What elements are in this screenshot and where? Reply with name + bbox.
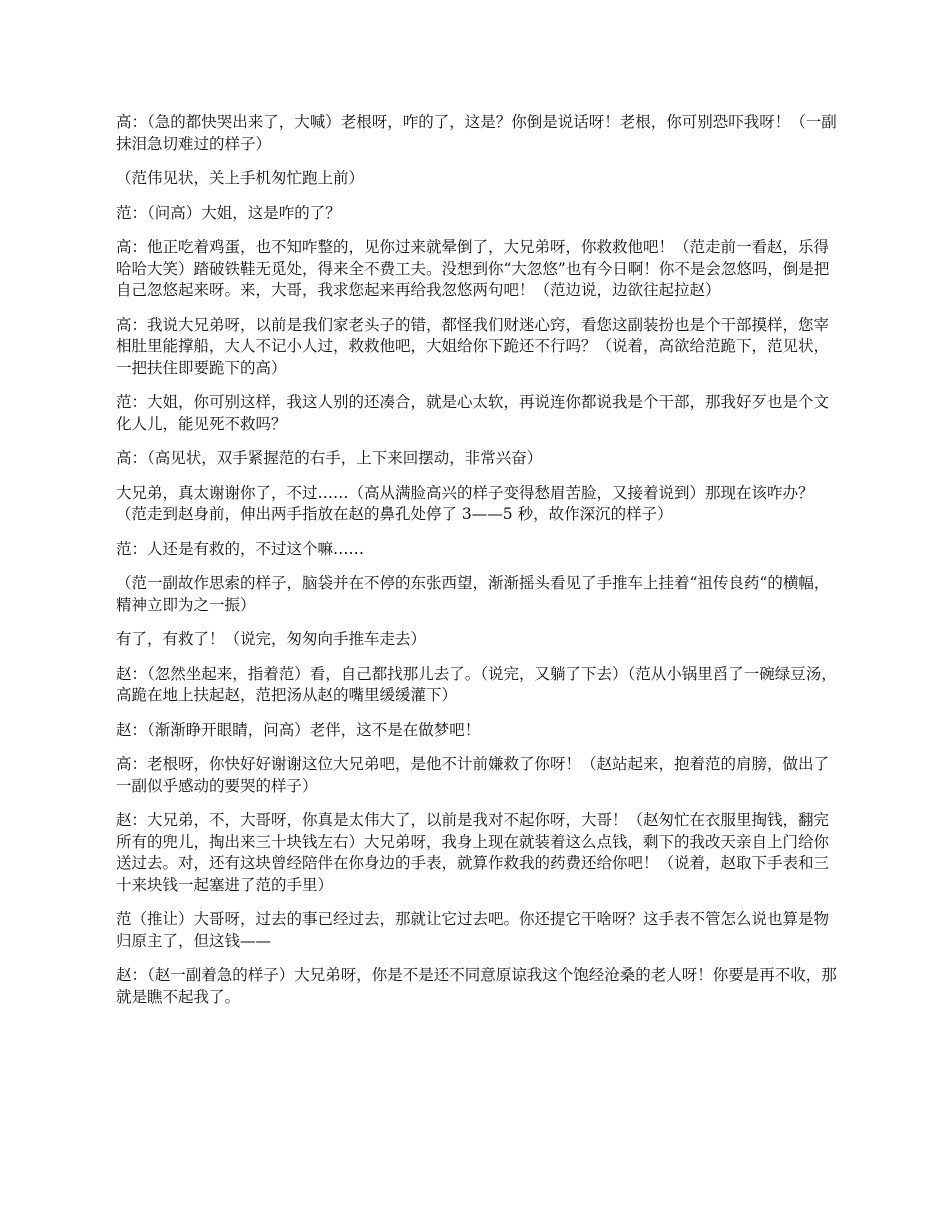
paragraph-gao-grateful: 高：（高见状，双手紧握范的右手，上下来回摆动，非常兴奋） xyxy=(116,449,543,467)
paragraph-fan-diagnosis: 范：人还是有救的，不过这个嘛…… xyxy=(116,539,365,558)
paragraph-fan-asks: 范：（问高）大姐，这是咋的了？ xyxy=(116,203,341,222)
paragraph-fan-thinking: （范一副故作思索的样子，脑袋并在不停的东张西望，渐渐摇头看见了手推车上挂着“祖传良药“的横幅，精神立即为之一振） xyxy=(116,574,830,614)
paragraph-gao-panic: 高：（急的都快哭出来了，大喊）老根呀，咋的了，这是？你倒是说话呀！老根，你可别恐吓我呀！（一副抹泪急切难过的样子） xyxy=(116,113,837,153)
paragraph-zhao-pays: 赵：大兄弟，不，大哥呀，你真是太伟大了，以前是我对不起你呀，大哥！（赵匆忙在衣服里掏钱，翻完所有的兜儿，掏出来三十块钱左右）大兄弟呀，我身上现在就装着这么点钱，剩下的我改天亲自上门给你送过去。对，还有这块曾经陪伴在你身边的手表，就算作救我的药费还给你吧！（说着，赵取下手表和三十来块钱一起塞进了范的手里） xyxy=(116,811,830,894)
paragraph-fan-agrees: 范：大姐，你可别这样，我这人别的还凑合，就是心太软，再说连你都说我是个干部，那我好歹也是个文化人儿，能见死不救吗？ xyxy=(116,393,830,433)
paragraph-zhao-sits-up: 赵：（忽然坐起来，指着范）看，自己都找那儿去了。（说完，又躺了下去）（范从小锅里舀了一碗绿豆汤，高跪在地上扶起赵，范把汤从赵的嘴里缓缓灌下） xyxy=(116,664,837,704)
paragraph-fan-idea: 有了，有救了！（说完，匆匆向手推车走去） xyxy=(116,630,427,648)
paragraph-gao-thank-fan: 高：老根呀，你快好好谢谢这位大兄弟吧，是他不计前嫌救了你呀！（赵站起来，抱着范的肩膀，做出了一副似乎感动的要哭的样子） xyxy=(116,755,830,795)
paragraph-gao-thanks: 大兄弟，真太谢谢你了，不过……（高从满脸高兴的样子变得愁眉苦脸，又接着说到）那现在该咋办？（范走到赵身前，伸出两手指放在赵的鼻孔处停了 3——5 秒，故作深沉的样子） xyxy=(116,483,814,523)
paragraph-gao-explains: 高：他正吃着鸡蛋，也不知咋整的，见你过来就晕倒了，大兄弟呀，你救救他吧！（范走前一看赵，乐得哈哈大笑）踏破铁鞋无觅处，得来全不费工夫。没想到你“大忽悠”也有今日啊！你不是会忽悠吗，倒是把自己忽悠起来呀。来，大哥，我求您起来再给我忽悠两句吧！（范边说，边欲往起拉赵） xyxy=(116,238,830,299)
paragraph-zhao-insists: 赵：（赵一副着急的样子）大兄弟呀，你是不是还不同意原谅我这个饱经沧桑的老人呀！你要是再不收，那就是瞧不起我了。 xyxy=(116,966,837,1006)
paragraph-gao-pleads: 高：我说大兄弟呀，以前是我们家老头子的错，都怪我们财迷心窍，看您这副装扮也是个干部摸样，您宰相肚里能撑船，大人不记小人过，救救他吧，大姐给你下跪还不行吗？（说着，高欲给范跪下，范见状，一把扶住即要跪下的高） xyxy=(116,315,830,377)
document-page xyxy=(116,112,840,1021)
paragraph-zhao-wakes: 赵：（渐渐睁开眼睛，问高）老伴，这不是在做梦吧！ xyxy=(116,720,481,739)
paragraph-fan-declines: 范（推让）大哥呀，过去的事已经过去，那就让它过去吧。你还提它干啥呀？这手表不管怎么说也算是物归原主了，但这钱—— xyxy=(116,910,830,950)
paragraph-fan-runs-over: （范伟见状，关上手机匆忙跑上前） xyxy=(116,169,365,187)
